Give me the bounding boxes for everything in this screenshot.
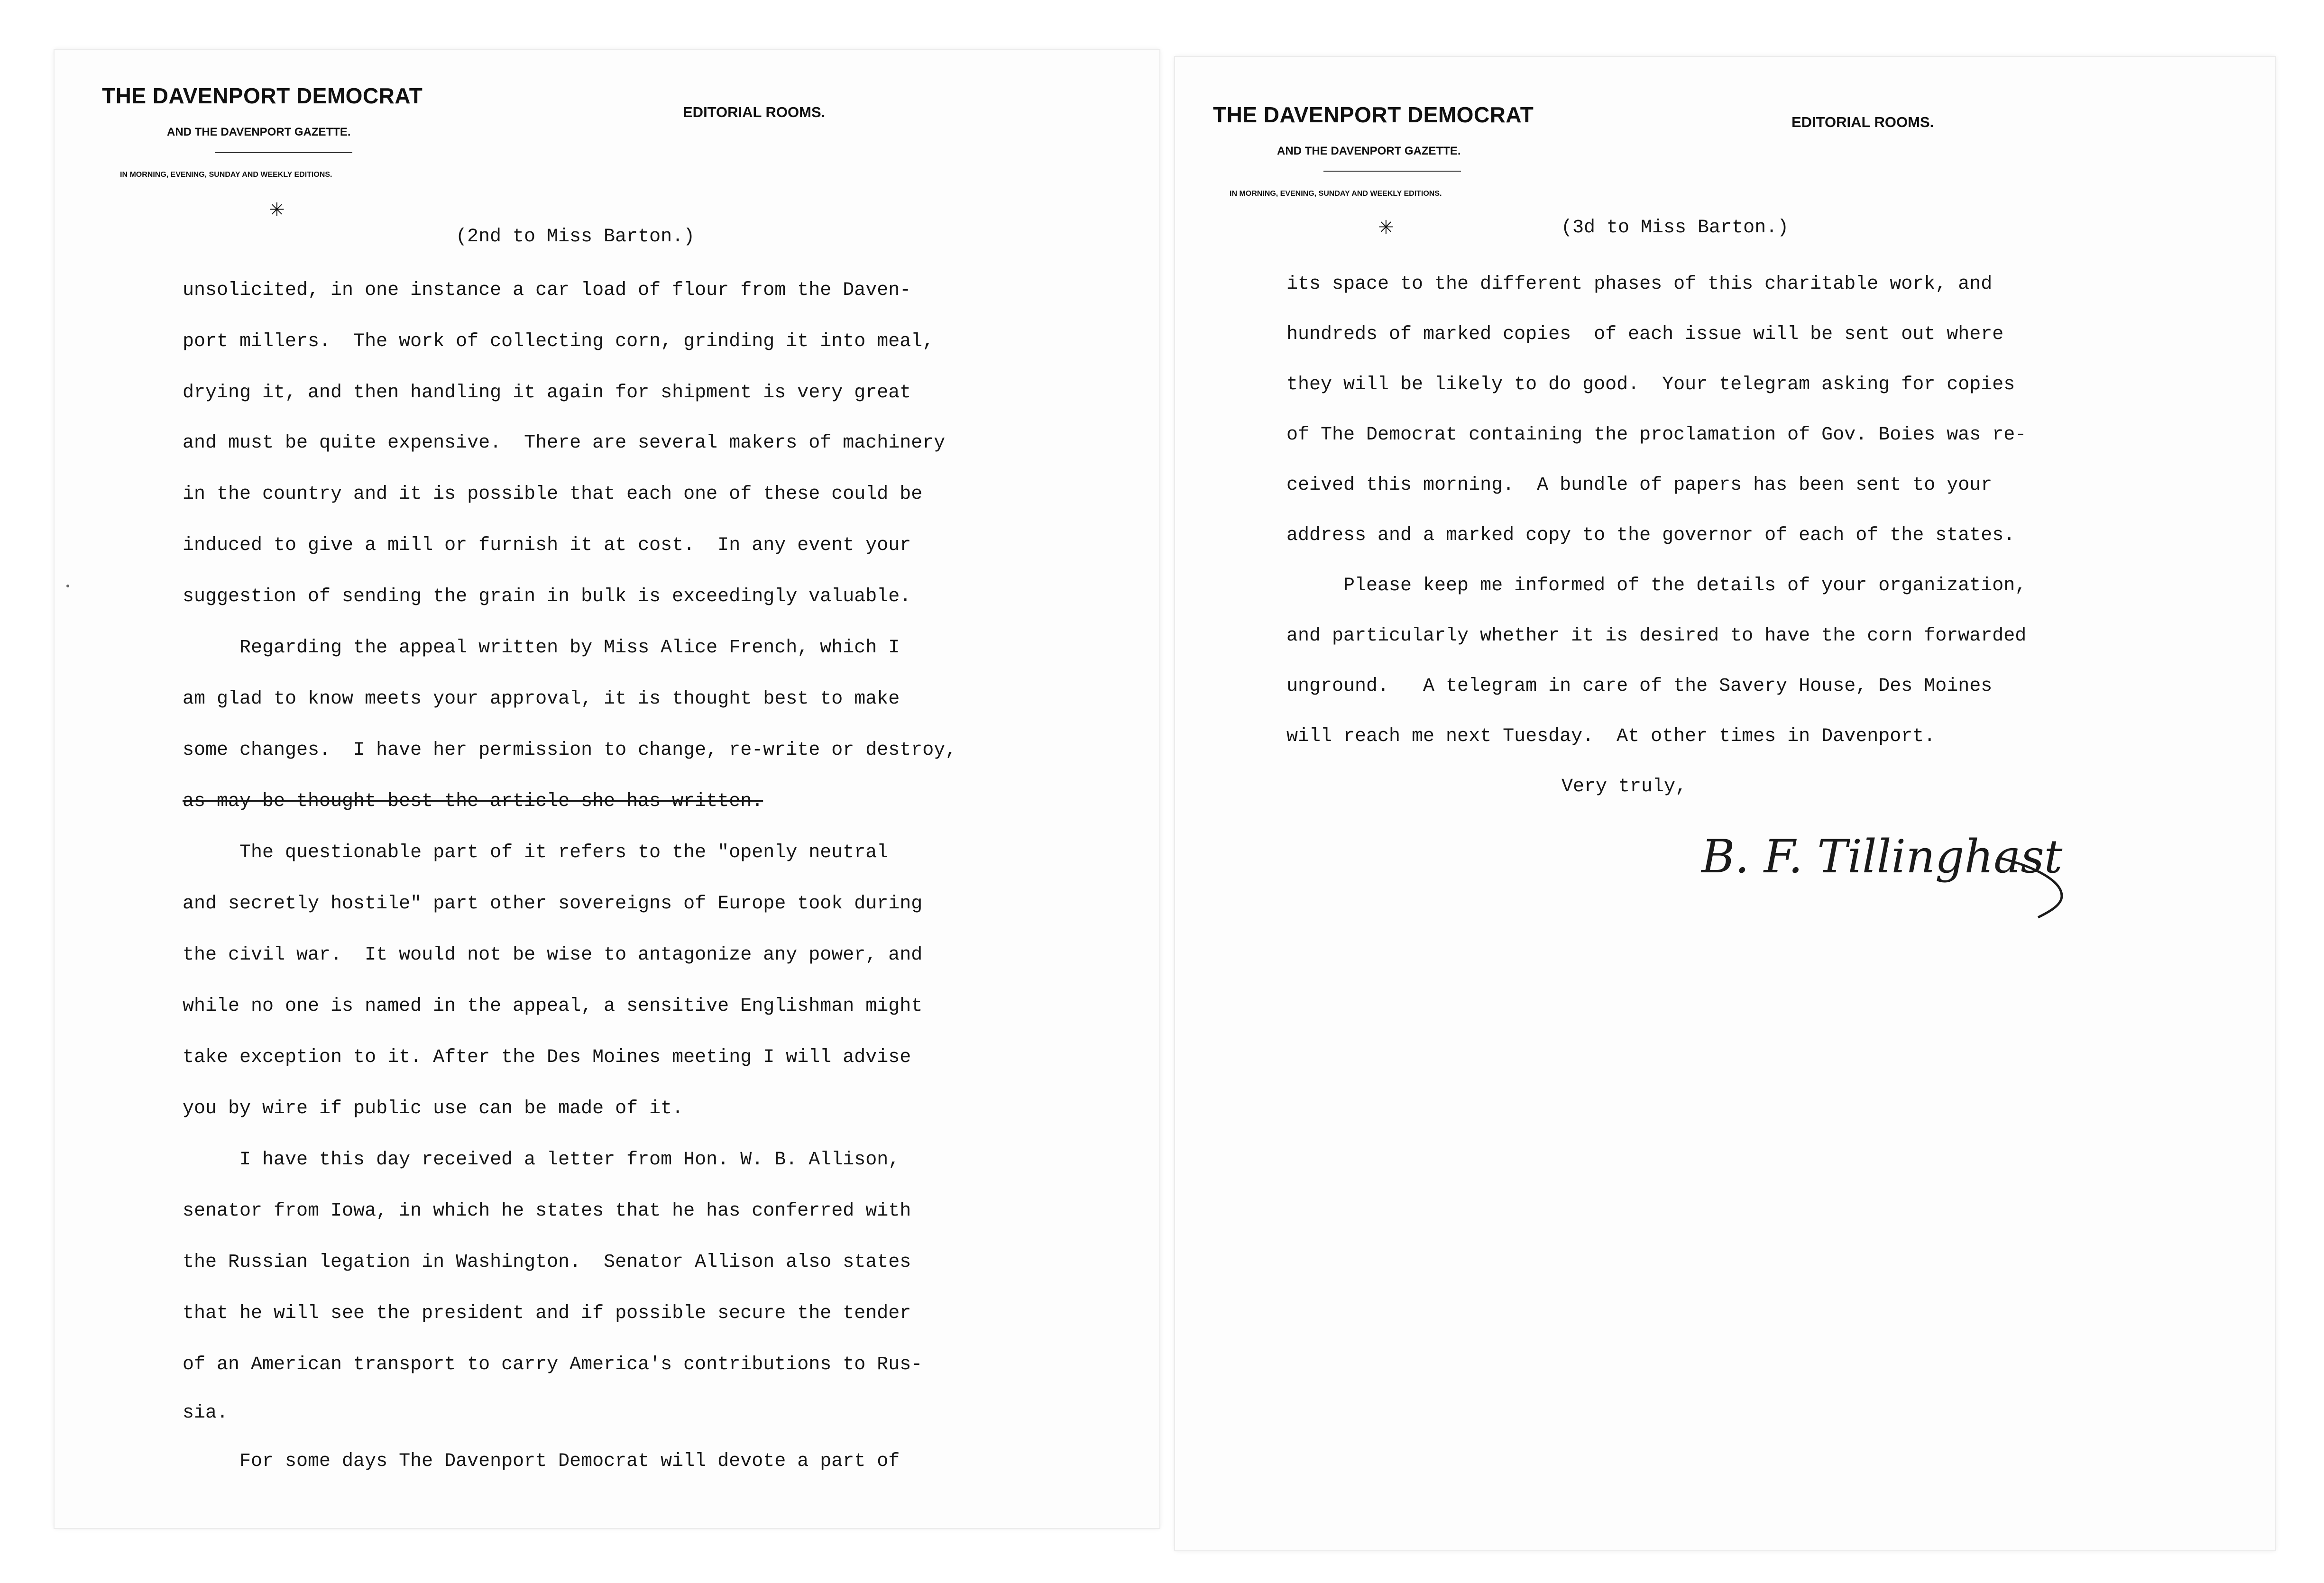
text-line: am glad to know meets your approval, it is thought best to make [183, 688, 900, 710]
newspaper-subtitle: AND THE DAVENPORT GAZETTE. [1277, 145, 1461, 157]
star-ornament-icon: ✳ [1378, 217, 1394, 238]
text-line: of The Democrat containing the proclamation of Gov. Boies was re- [1286, 424, 2027, 446]
text-line: ceived this morning. A bundle of papers has been sent to your [1286, 475, 1993, 496]
newspaper-name: THE DAVENPORT DEMOCRAT [102, 83, 423, 108]
letter-page-right [1175, 57, 2275, 1550]
text-line: port millers. The work of collecting corn, grinding it into meal, [183, 331, 934, 352]
paper-speck [66, 585, 69, 587]
page-header: (2nd to Miss Barton.) [456, 226, 695, 247]
text-line: Regarding the appeal written by Miss Alice French, which I [183, 637, 900, 659]
text-line: and must be quite expensive. There are several makers of machinery [183, 432, 946, 454]
closing: Very truly, [1562, 776, 1687, 797]
text-line: suggestion of sending the grain in bulk is exceedingly valuable. [183, 586, 911, 607]
text-line: while no one is named in the appeal, a sensitive Englishman might [183, 996, 923, 1017]
text-line: drying it, and then handling it again for shipment is very great [183, 382, 911, 403]
text-line: I have this day received a letter from Hon. W. B. Allison, [183, 1149, 900, 1171]
text-line: induced to give a mill or furnish it at cost. In any event your [183, 535, 911, 556]
letter-page-left [55, 50, 1159, 1528]
text-line: unsolicited, in one instance a car load of flour from the Daven- [183, 280, 911, 301]
text-line: and secretly hostile" part other sovereigns of Europe took during [183, 893, 923, 915]
text-line: will reach me next Tuesday. At other times in Davenport. [1286, 726, 1936, 747]
newspaper-subtitle: AND THE DAVENPORT GAZETTE. [167, 126, 351, 138]
page-header: (3d to Miss Barton.) [1561, 217, 1789, 238]
editorial-rooms-label: EDITORIAL ROOMS. [1791, 114, 1934, 130]
newspaper-name: THE DAVENPORT DEMOCRAT [1213, 102, 1534, 127]
text-line: the civil war. It would not be wise to antagonize any power, and [183, 944, 923, 966]
text-line: the Russian legation in Washington. Senator Allison also states [183, 1252, 911, 1273]
editions-line: IN MORNING, EVENING, SUNDAY AND WEEKLY EDITIONS. [120, 171, 332, 179]
masthead-divider [1323, 171, 1461, 172]
text-line: that he will see the president and if possible secure the tender [183, 1303, 911, 1324]
text-line: sia. [183, 1402, 229, 1424]
text-line: take exception to it. After the Des Moines meeting I will advise [183, 1047, 911, 1068]
signature [1697, 801, 2123, 943]
text-line: in the country and it is possible that each one of these could be [183, 484, 923, 505]
text-line: unground. A telegram in care of the Savery House, Des Moines [1286, 676, 1993, 697]
text-line: The questionable part of it refers to the "openly neutral [183, 842, 889, 863]
editions-line: IN MORNING, EVENING, SUNDAY AND WEEKLY EDITIONS. [1230, 190, 1442, 198]
text-line: they will be likely to do good. Your telegram asking for copies [1286, 374, 2015, 395]
star-ornament-icon: ✳ [269, 199, 285, 221]
editorial-rooms-label: EDITORIAL ROOMS. [683, 104, 826, 120]
text-line: For some days The Davenport Democrat will devote a part of [183, 1451, 900, 1472]
masthead-divider [215, 152, 352, 153]
text-line: hundreds of marked copies of each issue will be sent out where [1286, 324, 2004, 345]
text-line: senator from Iowa, in which he states that he has conferred with [183, 1200, 911, 1222]
text-line: you by wire if public use can be made of it. [183, 1098, 684, 1119]
text-line: Please keep me informed of the details of your organization, [1286, 575, 2027, 596]
text-line: of an American transport to carry America's contributions to Rus- [183, 1354, 923, 1375]
text-line: and particularly whether it is desired to have the corn forwarded [1286, 625, 2027, 647]
struck-text-line: as may be thought best the article she has written. [183, 791, 763, 812]
text-line: address and a marked copy to the governor of each of the states. [1286, 525, 2015, 546]
text-line: its space to the different phases of this charitable work, and [1286, 274, 1993, 295]
text-line: some changes. I have her permission to change, re-write or destroy, [183, 740, 957, 761]
signature-text: B. F. Tillinghast [1701, 830, 2063, 883]
